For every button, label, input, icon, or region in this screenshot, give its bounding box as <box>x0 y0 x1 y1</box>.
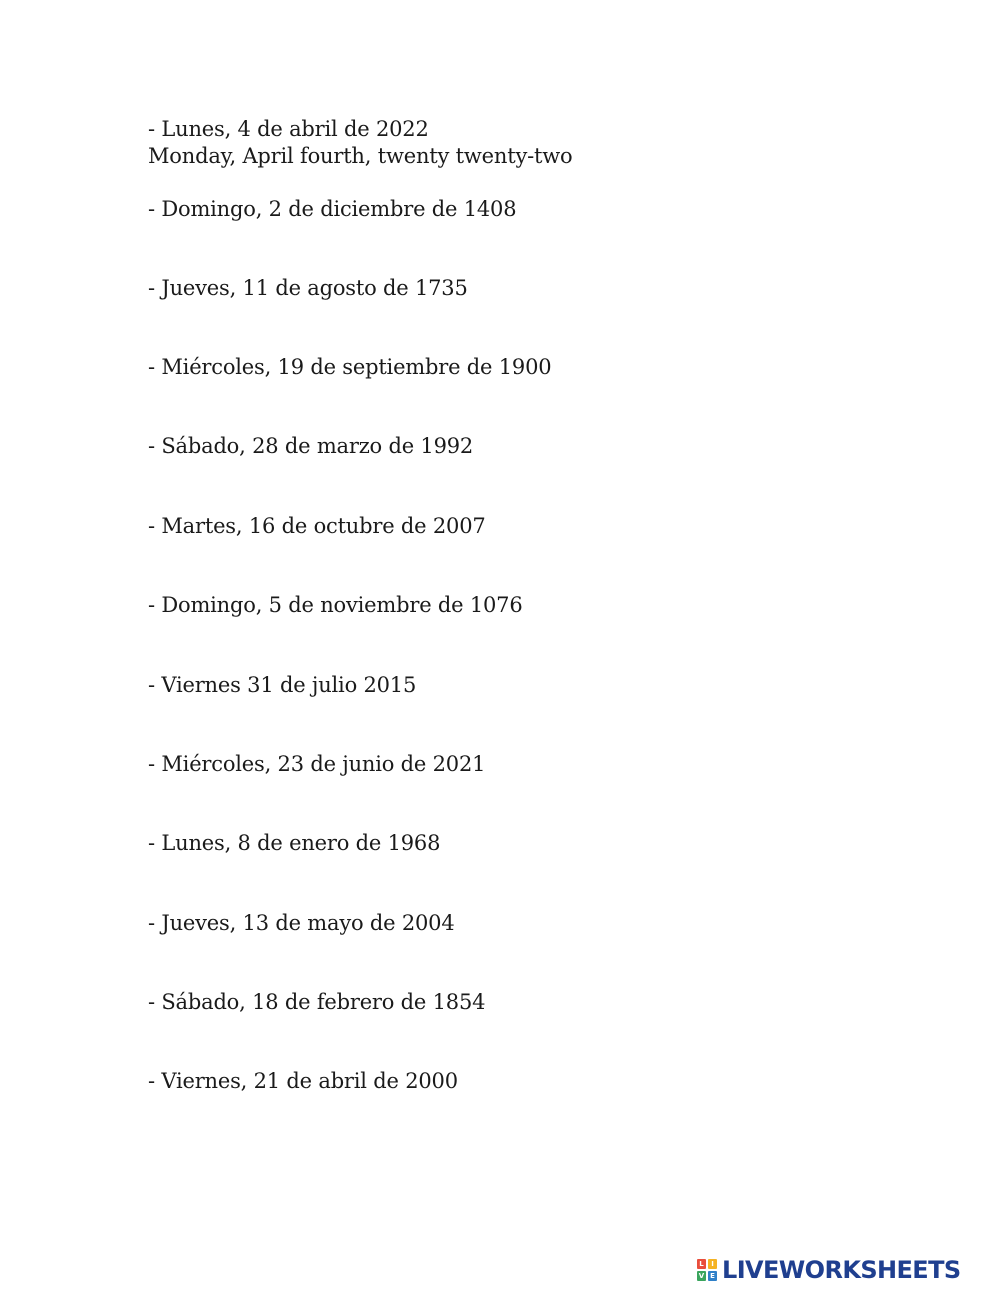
liveworksheets-logo <box>697 1255 961 1285</box>
date-item: - Martes, 16 de octubre de 2007 <box>148 514 486 538</box>
date-item: - Viernes, 21 de abril de 2000 <box>148 1069 458 1093</box>
logo-tile: I <box>708 1259 717 1269</box>
date-item: - Miércoles, 19 de septiembre de 1900 <box>148 355 552 379</box>
date-item: - Domingo, 5 de noviembre de 1076 <box>148 593 523 617</box>
example-date: - Lunes, 4 de abril de 2022 <box>148 117 429 141</box>
date-item: - Sábado, 18 de febrero de 1854 <box>148 990 486 1014</box>
date-item: - Jueves, 11 de agosto de 1735 <box>148 276 468 300</box>
logo-tile: V <box>698 1272 705 1280</box>
liveworksheets-wordmark: LIVEWORKSHEETS <box>722 1256 961 1284</box>
logo-tile: E <box>708 1271 717 1281</box>
date-item: - Miércoles, 23 de junio de 2021 <box>148 752 486 776</box>
example-answer: Monday, April fourth, twenty twenty-two <box>148 144 573 168</box>
date-item: - Sábado, 28 de marzo de 1992 <box>148 434 474 458</box>
date-item: - Viernes 31 de julio 2015 <box>148 673 417 697</box>
date-item: - Domingo, 2 de diciembre de 1408 <box>148 197 517 221</box>
date-item: - Jueves, 13 de mayo de 2004 <box>148 911 455 935</box>
logo-tile: L <box>697 1259 706 1269</box>
date-item: - Lunes, 8 de enero de 1968 <box>148 831 441 855</box>
liveworksheets-tiles-icon <box>697 1259 717 1281</box>
